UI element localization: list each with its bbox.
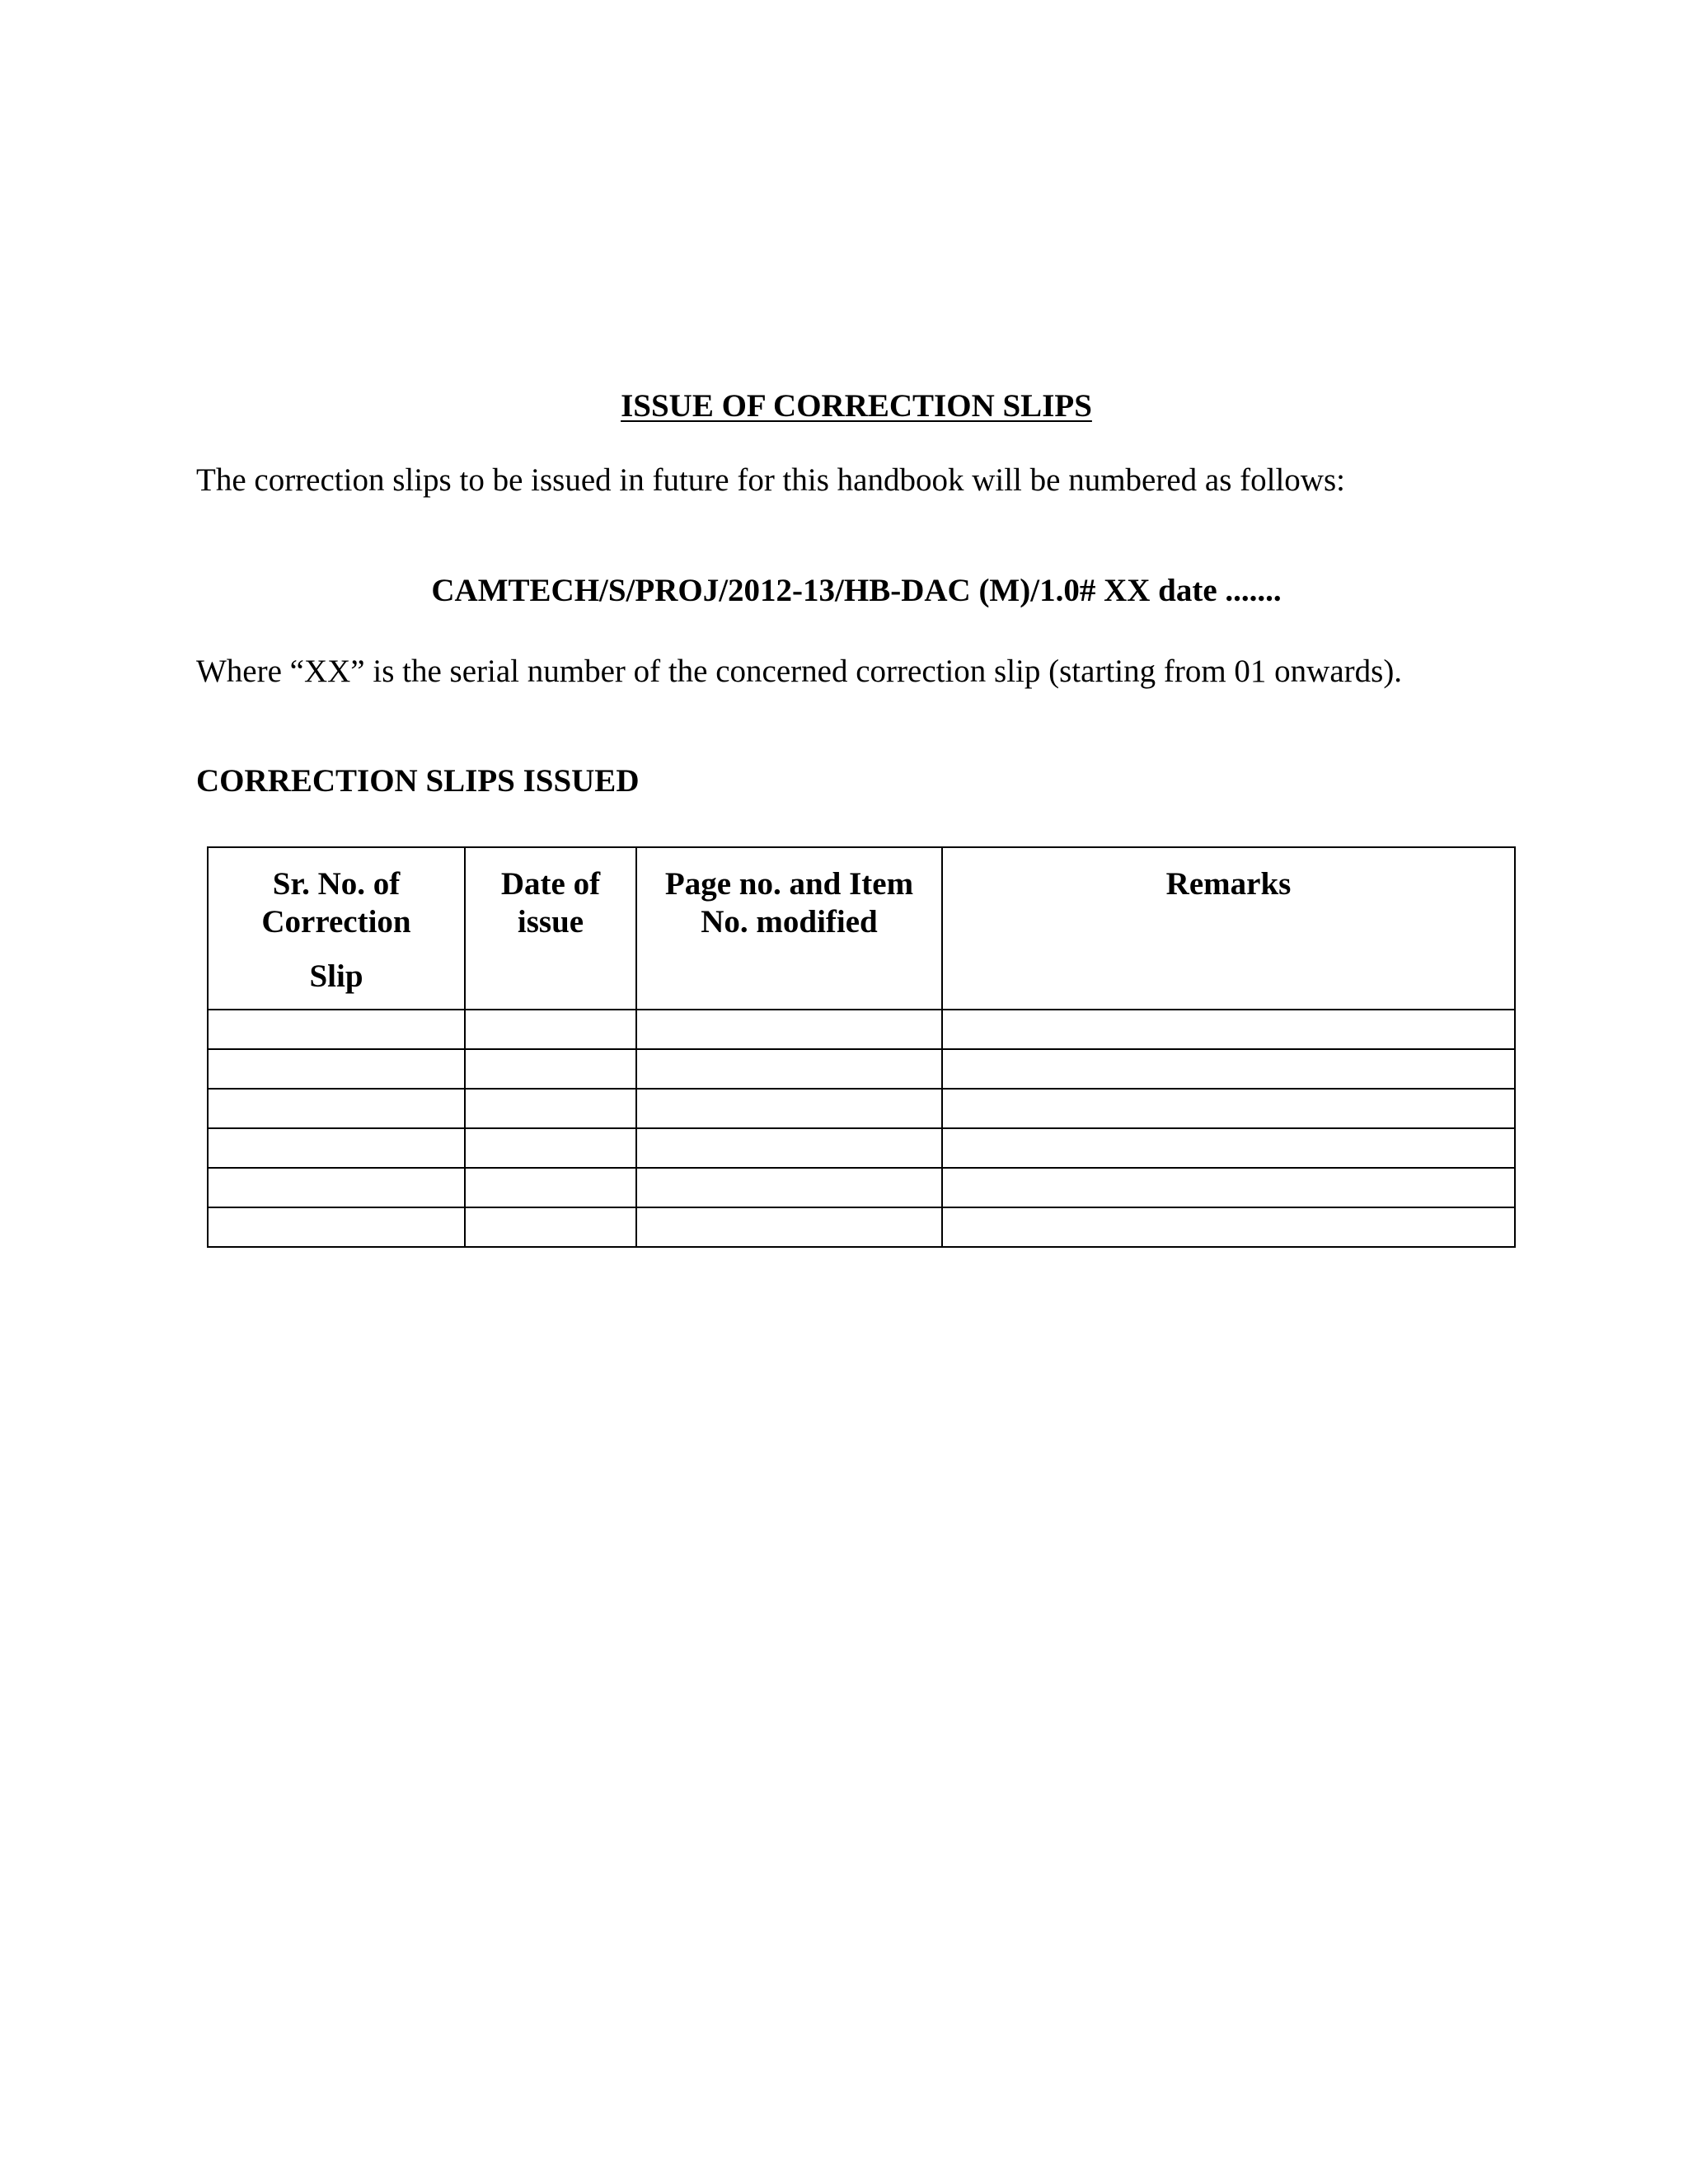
table-row [208, 1128, 1515, 1168]
table-cell [942, 1168, 1515, 1207]
table-cell [208, 1089, 465, 1128]
table-row [208, 1010, 1515, 1049]
header-date-line-2: issue [517, 904, 584, 940]
table-cell [465, 1207, 636, 1247]
table-cell [208, 1010, 465, 1049]
table-cell [636, 1089, 942, 1128]
serial-number-note: Where “XX” is the serial number of the concerned correction slip (starting from 01 onwards). [196, 654, 1403, 689]
table-cell [636, 1010, 942, 1049]
intro-paragraph: The correction slips to be issued in future for this handbook will be numbered as follows: [196, 462, 1345, 498]
header-sr-no-line-1: Sr. No. of [272, 866, 401, 902]
header-page-item-line-1: Page no. and Item [664, 866, 914, 902]
correction-slips-table [207, 846, 1516, 1248]
table-row [208, 1049, 1515, 1089]
table-cell [465, 1049, 636, 1089]
header-sr-no [208, 847, 465, 1010]
table-cell [465, 1168, 636, 1207]
table-cell [942, 1089, 1515, 1128]
table-row [208, 1089, 1515, 1128]
table-cell [942, 1049, 1515, 1089]
table-cell [636, 1168, 942, 1207]
header-remarks [942, 847, 1515, 1010]
table-cell [942, 1128, 1515, 1168]
header-sr-no-line-2: Correction [261, 904, 411, 940]
header-date-line-1: Date of [500, 866, 601, 902]
table-cell [208, 1168, 465, 1207]
section-heading: CORRECTION SLIPS ISSUED [196, 763, 640, 799]
table-cell [465, 1010, 636, 1049]
header-page-item [636, 847, 942, 1010]
table-cell [208, 1128, 465, 1168]
table-cell [636, 1207, 942, 1247]
table-cell [942, 1010, 1515, 1049]
header-sr-no-line-3: Slip [309, 958, 363, 994]
table-cell [465, 1089, 636, 1128]
table-header-row [208, 847, 1515, 1010]
table-row [208, 1168, 1515, 1207]
header-date-of-issue [465, 847, 636, 1010]
table-cell [636, 1128, 942, 1168]
page-title: ISSUE OF CORRECTION SLIPS [621, 388, 1092, 424]
header-page-item-line-2: No. modified [701, 904, 878, 940]
header-remarks-line-1: Remarks [1165, 866, 1292, 902]
table-cell [208, 1207, 465, 1247]
table-cell [636, 1049, 942, 1089]
slip-number-format: CAMTECH/S/PROJ/2012-13/HB-DAC (M)/1.0# XX date ....... [431, 573, 1282, 608]
table-cell [208, 1049, 465, 1089]
table-cell [942, 1207, 1515, 1247]
table-cell [465, 1128, 636, 1168]
table-row [208, 1207, 1515, 1247]
